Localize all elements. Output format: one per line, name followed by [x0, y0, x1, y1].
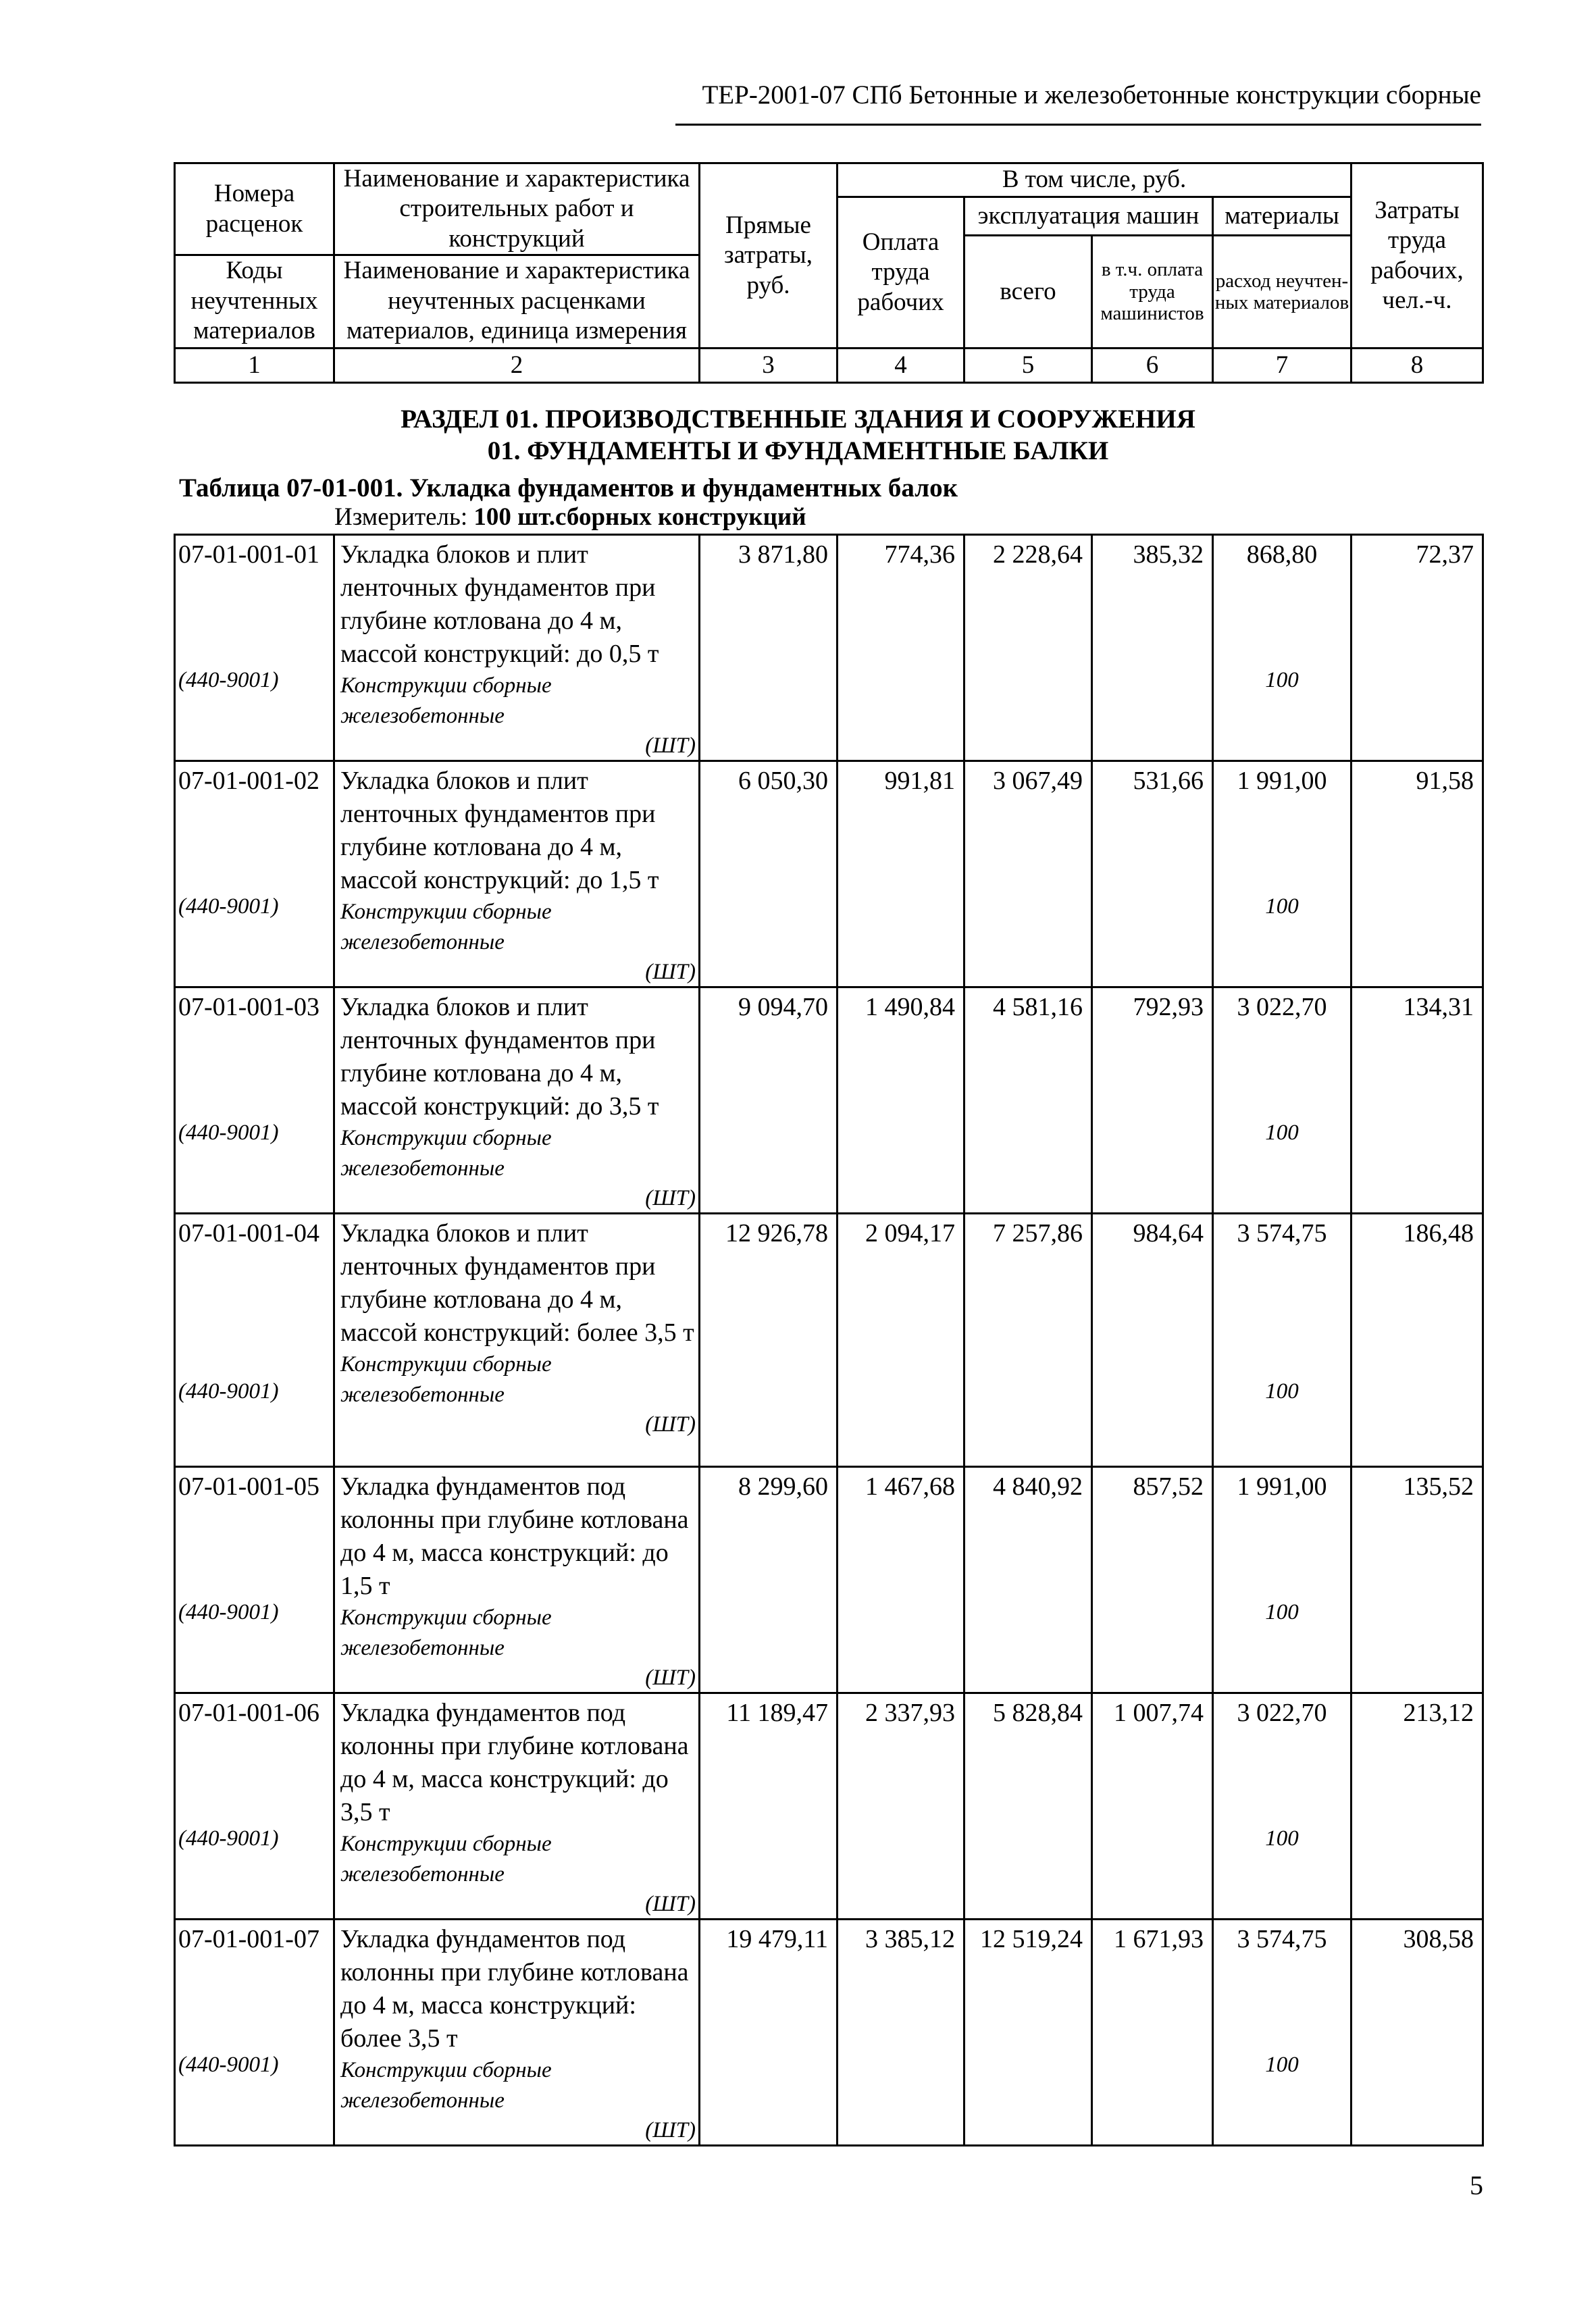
section-heading: РАЗДЕЛ 01. ПРОИЗВОДСТВЕННЫЕ ЗДАНИЯ И СООРУЖЕНИЯ — [401, 405, 1195, 434]
material-qty: 100 — [1265, 2053, 1299, 2077]
worker-pay: 1 490,84 — [838, 987, 964, 1214]
material-code: (440-9001) — [178, 894, 279, 919]
operator-pay: 792,93 — [1092, 987, 1213, 1214]
material-name: Конструкции сборные железобетонные — [340, 1605, 552, 1660]
header-materials: материалы — [1213, 197, 1352, 236]
table-row — [175, 1920, 1483, 2146]
direct-costs: 3 871,80 — [700, 535, 838, 761]
worker-pay: 2 337,93 — [838, 1693, 964, 1920]
material-code: (440-9001) — [178, 1600, 279, 1624]
material-qty: 100 — [1265, 1121, 1299, 1145]
worker-pay: 2 094,17 — [838, 1214, 964, 1467]
rates-table — [174, 534, 1484, 2146]
direct-costs: 11 189,47 — [700, 1693, 838, 1920]
materials-cell — [1213, 1693, 1352, 1920]
table-row — [175, 535, 1483, 761]
meter-value: 100 шт.сборных конструкций — [473, 503, 806, 531]
material-name: Конструкции сборные железобетонные — [340, 900, 552, 954]
material-name: Конструкции сборные железобетонные — [340, 2058, 552, 2113]
column-header-table — [174, 162, 1484, 384]
material-unit: (ШТ) — [645, 1666, 696, 1690]
work-description: Укладка блоков и плит ленточных фундаментов при глубине котлована до 4 м, массой конструкций: до 0,5 т — [340, 540, 659, 668]
work-description: Укладка блоков и плит ленточных фундаментов при глубине котлована до 4 м, массой конструкций: до 1,5 т — [340, 767, 659, 894]
labor-hours: 186,48 — [1352, 1214, 1483, 1467]
labor-hours: 213,12 — [1352, 1693, 1483, 1920]
col-number-2: 2 — [334, 349, 700, 383]
material-unit: (ШТ) — [645, 960, 696, 984]
material-unit: (ШТ) — [645, 1412, 696, 1437]
rate-code: 07-01-001-05 — [178, 1472, 319, 1501]
col-number-3: 3 — [700, 349, 838, 383]
machines-total: 2 228,64 — [964, 535, 1092, 761]
labor-hours: 308,58 — [1352, 1920, 1483, 2146]
col-number-5: 5 — [964, 349, 1092, 383]
materials-cost: 3 022,70 — [1237, 1699, 1327, 1727]
material-name: Конструкции сборные железобетонные — [340, 1832, 552, 1886]
machines-total: 5 828,84 — [964, 1693, 1092, 1920]
rate-code-cell — [175, 1693, 334, 1920]
materials-cell — [1213, 761, 1352, 987]
meter-label: Измеритель: — [334, 503, 468, 531]
header-labor-hours: Затраты труда рабочих, чел.-ч. — [1352, 163, 1483, 349]
header-rule — [675, 124, 1481, 126]
machines-total: 3 067,49 — [964, 761, 1092, 987]
work-description-cell — [334, 987, 700, 1214]
rate-code-cell — [175, 761, 334, 987]
material-qty: 100 — [1265, 894, 1299, 919]
page-number: 5 — [1470, 2170, 1483, 2201]
operator-pay: 385,32 — [1092, 535, 1213, 761]
work-description-cell — [334, 1693, 700, 1920]
header-rate-numbers: Номера расценок — [175, 163, 334, 255]
materials-cell — [1213, 1467, 1352, 1693]
header-work-name: Наименование и характеристика строительных работ и конструкций — [334, 163, 700, 255]
running-head: ТЕР-2001-07 СПб Бетонные и железобетонные конструкции сборные — [702, 80, 1481, 109]
labor-hours: 134,31 — [1352, 987, 1483, 1214]
col-number-8: 8 — [1352, 349, 1483, 383]
rate-code: 07-01-001-06 — [178, 1699, 319, 1727]
header-material-name: Наименование и характеристика неучтенных расценками материалов, единица измерения — [334, 255, 700, 349]
rate-code-cell — [175, 1214, 334, 1467]
operator-pay: 1 007,74 — [1092, 1693, 1213, 1920]
table-row — [175, 1693, 1483, 1920]
direct-costs: 9 094,70 — [700, 987, 838, 1214]
table-row — [175, 987, 1483, 1214]
materials-cost: 3 574,75 — [1237, 1925, 1327, 1953]
labor-hours: 91,58 — [1352, 761, 1483, 987]
materials-cell — [1213, 1920, 1352, 2146]
worker-pay: 774,36 — [838, 535, 964, 761]
machines-total: 12 519,24 — [964, 1920, 1092, 2146]
materials-cost: 1 991,00 — [1237, 767, 1327, 795]
col-number-7: 7 — [1213, 349, 1352, 383]
direct-costs: 19 479,11 — [700, 1920, 838, 2146]
materials-cell — [1213, 987, 1352, 1214]
labor-hours: 72,37 — [1352, 535, 1483, 761]
rate-code: 07-01-001-04 — [178, 1219, 319, 1248]
material-unit: (ШТ) — [645, 1186, 696, 1210]
work-description-cell — [334, 1214, 700, 1467]
material-qty: 100 — [1265, 1826, 1299, 1851]
worker-pay: 3 385,12 — [838, 1920, 964, 2146]
table-row — [175, 1467, 1483, 1693]
header-operator-pay: в т.ч. оплата труда машинистов — [1092, 236, 1213, 349]
rate-code-cell — [175, 1467, 334, 1693]
work-description-cell — [334, 1920, 700, 2146]
material-name: Конструкции сборные железобетонные — [340, 673, 552, 728]
rate-code-cell — [175, 1920, 334, 2146]
material-code: (440-9001) — [178, 2053, 279, 2077]
work-description: Укладка фундаментов под колонны при глубине котлована до 4 м, масса конструкций: до 1,5 т — [340, 1472, 689, 1600]
material-unit: (ШТ) — [645, 734, 696, 758]
worker-pay: 991,81 — [838, 761, 964, 987]
rate-code: 07-01-001-02 — [178, 767, 319, 795]
operator-pay: 531,66 — [1092, 761, 1213, 987]
material-code: (440-9001) — [178, 668, 279, 692]
material-code: (440-9001) — [178, 1379, 279, 1404]
header-unaccounted-materials: расход неучтен-ных материалов — [1213, 236, 1352, 349]
material-code: (440-9001) — [178, 1826, 279, 1851]
worker-pay: 1 467,68 — [838, 1467, 964, 1693]
material-unit: (ШТ) — [645, 2118, 696, 2142]
direct-costs: 12 926,78 — [700, 1214, 838, 1467]
machines-total: 7 257,86 — [964, 1214, 1092, 1467]
materials-cost: 868,80 — [1246, 540, 1318, 569]
material-qty: 100 — [1265, 1600, 1299, 1624]
table-row — [175, 761, 1483, 987]
material-unit: (ШТ) — [645, 1892, 696, 1916]
materials-cell — [1213, 1214, 1352, 1467]
material-qty: 100 — [1265, 668, 1299, 692]
labor-hours: 135,52 — [1352, 1467, 1483, 1693]
header-worker-pay: Оплата труда рабочих — [838, 197, 964, 349]
direct-costs: 6 050,30 — [700, 761, 838, 987]
material-qty: 100 — [1265, 1379, 1299, 1404]
materials-cost: 1 991,00 — [1237, 1472, 1327, 1501]
materials-cost: 3 574,75 — [1237, 1219, 1327, 1248]
header-material-codes: Коды неучтенных материалов — [175, 255, 334, 349]
machines-total: 4 581,16 — [964, 987, 1092, 1214]
rate-code-cell — [175, 987, 334, 1214]
col-number-4: 4 — [838, 349, 964, 383]
operator-pay: 984,64 — [1092, 1214, 1213, 1467]
header-machines-total: всего — [964, 236, 1092, 349]
rate-code-cell — [175, 535, 334, 761]
table-title: Таблица 07-01-001. Укладка фундаментов и фундаментных балок — [179, 473, 958, 503]
material-name: Конструкции сборные железобетонные — [340, 1126, 552, 1181]
work-description: Укладка блоков и плит ленточных фундаментов при глубине котлована до 4 м, массой конструкций: до 3,5 т — [340, 993, 659, 1121]
operator-pay: 1 671,93 — [1092, 1920, 1213, 2146]
subsection-heading: 01. ФУНДАМЕНТЫ И ФУНДАМЕНТНЫЕ БАЛКИ — [487, 436, 1109, 465]
col-number-6: 6 — [1092, 349, 1213, 383]
work-description-cell — [334, 1467, 700, 1693]
work-description-cell — [334, 535, 700, 761]
table-row — [175, 1214, 1483, 1467]
meter — [334, 503, 806, 532]
work-description: Укладка блоков и плит ленточных фундаментов при глубине котлована до 4 м, массой конструкций: более 3,5 т — [340, 1219, 694, 1347]
header-including: В том числе, руб. — [838, 163, 1352, 197]
work-description-cell — [334, 761, 700, 987]
header-direct-costs: Прямые затраты, руб. — [700, 163, 838, 349]
col-number-1: 1 — [175, 349, 334, 383]
header-machine-ops: эксплуатация машин — [964, 197, 1213, 236]
work-description: Укладка фундаментов под колонны при глубине котлована до 4 м, масса конструкций: более 3,5 т — [340, 1925, 689, 2053]
rate-code: 07-01-001-03 — [178, 993, 319, 1021]
materials-cell — [1213, 535, 1352, 761]
rate-code: 07-01-001-01 — [178, 540, 319, 569]
material-code: (440-9001) — [178, 1121, 279, 1145]
material-name: Конструкции сборные железобетонные — [340, 1352, 552, 1407]
materials-cost: 3 022,70 — [1237, 993, 1327, 1021]
work-description: Укладка фундаментов под колонны при глубине котлована до 4 м, масса конструкций: до 3,5 т — [340, 1699, 689, 1826]
operator-pay: 857,52 — [1092, 1467, 1213, 1693]
machines-total: 4 840,92 — [964, 1467, 1092, 1693]
direct-costs: 8 299,60 — [700, 1467, 838, 1693]
rate-code: 07-01-001-07 — [178, 1925, 319, 1953]
